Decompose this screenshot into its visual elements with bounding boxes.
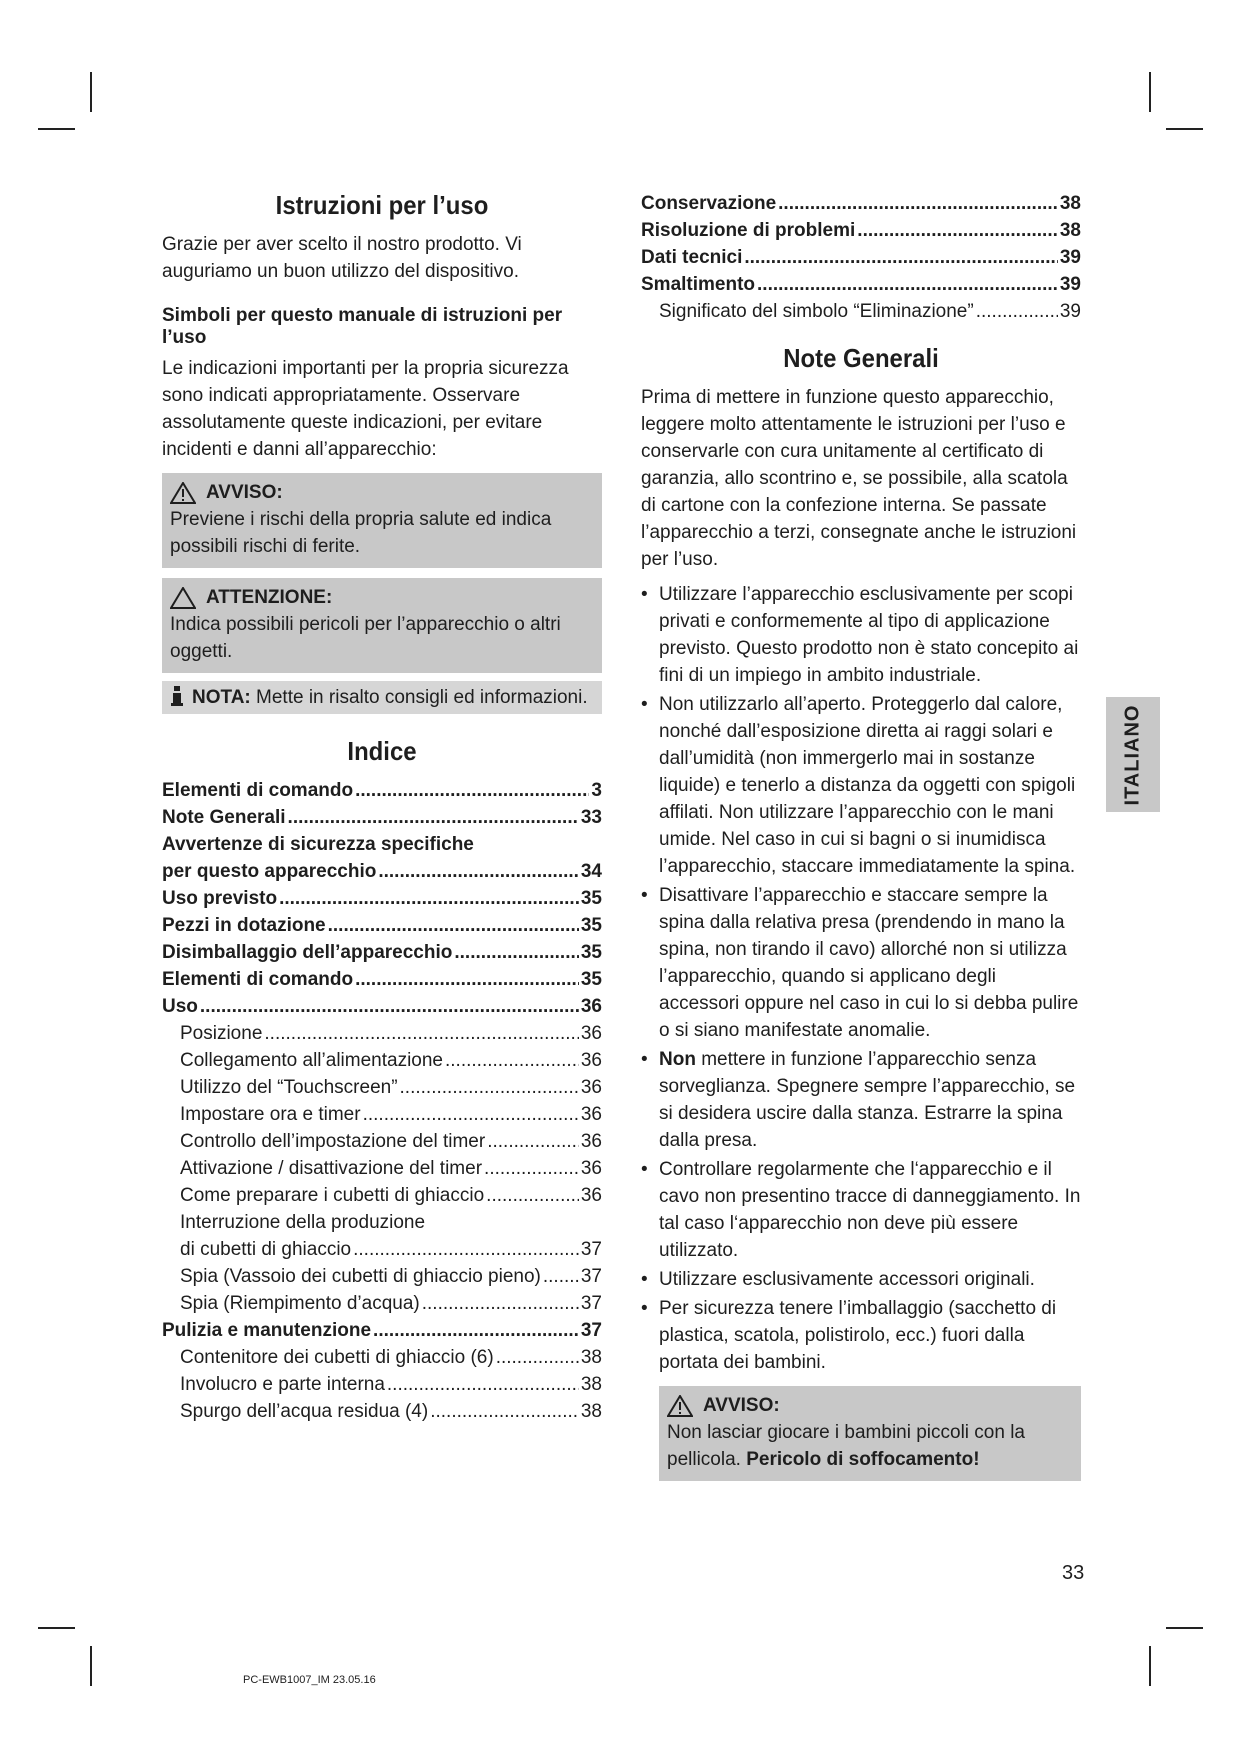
attenzione-box	[162, 578, 602, 673]
toc-entry: Spia (Riempimento d’acqua) ..... 37	[162, 1290, 602, 1317]
toc-entry: Risoluzione di problemi ..... 38	[641, 217, 1081, 244]
toc-entry: Pulizia e manutenzione ..... 37	[162, 1317, 602, 1344]
avviso-box-children	[659, 1386, 1081, 1481]
warning-triangle-icon	[170, 482, 196, 504]
crop-mark	[90, 1646, 92, 1686]
toc-entry: Pezzi in dotazione ..... 35	[162, 912, 602, 939]
avviso-label: AVVISO:	[703, 1395, 780, 1416]
toc-entry: Dati tecnici ..... 39	[641, 244, 1081, 271]
table-of-contents	[162, 777, 602, 1425]
avviso-text: Non lasciar giocare i bambini piccoli con la pellicola. Pericolo di soffocamento!	[667, 1422, 1026, 1470]
language-label: ITALIANO	[1121, 704, 1144, 805]
symbols-heading: Simboli per questo manuale di istruzioni per l’uso	[162, 305, 563, 348]
toc-entry: Collegamento all’alimentazione ..... 36	[162, 1047, 602, 1074]
avviso-text: Previene i rischi della propria salute ed indica possibili rischi di ferite.	[170, 509, 552, 557]
toc-entry: Attivazione / disattivazione del timer ..... 36	[162, 1155, 602, 1182]
page-title: Istruzioni per l’uso	[275, 190, 489, 220]
warning-triangle-icon	[667, 1395, 693, 1417]
language-tab	[1106, 697, 1160, 812]
toc-entry: Spurgo dell’acqua residua (4) ..... 38	[162, 1398, 602, 1425]
safety-list	[641, 581, 1081, 1376]
avviso-box	[162, 473, 602, 568]
toc-entry: Elementi di comando ..... 3	[162, 777, 602, 804]
crop-mark	[38, 128, 75, 130]
crop-mark	[1166, 1627, 1203, 1629]
crop-mark	[90, 72, 92, 112]
table-of-contents-continued	[641, 190, 1081, 325]
toc-entry: Contenitore dei cubetti di ghiaccio (6) ..... 38	[162, 1344, 602, 1371]
intro-text: Grazie per aver scelto il nostro prodotto. Vi auguriamo un buon utilizzo del dispositivo.	[162, 234, 522, 282]
toc-entry: Uso ..... 36	[162, 993, 602, 1020]
toc-entry: Avvertenze di sicurezza specifiche	[162, 834, 474, 855]
index-title: Indice	[347, 736, 417, 766]
toc-entry: Come preparare i cubetti di ghiaccio ..... 36	[162, 1182, 602, 1209]
list-item: • Utilizzare l’apparecchio esclusivamente per scopi privati e conformemente al tipo di applicazione previsto. Questo prodotto non è stato concepito ai fini di un impiego in ambito industriale.	[641, 581, 1081, 689]
right-column	[641, 190, 1081, 1481]
toc-entry: Conservazione ..... 38	[641, 190, 1081, 217]
toc-entry: Involucro e parte interna ..... 38	[162, 1371, 602, 1398]
toc-entry: di cubetti di ghiaccio ..... 37	[162, 1236, 602, 1263]
footer-code: PC-EWB1007_IM 23.05.16	[243, 1674, 376, 1686]
nota-box	[162, 681, 602, 714]
section-title: Note Generali	[783, 343, 939, 373]
toc-entry: Smaltimento ..... 39	[641, 271, 1081, 298]
symbols-text: Le indicazioni importanti per la propria sicurezza sono indicati appropriatamente. Osservare assolutamente queste indicazioni, per evitare incidenti e danni all’apparecchio:	[162, 358, 569, 460]
info-icon	[170, 686, 184, 706]
nota-label: NOTA:	[192, 687, 251, 708]
nota-text: Mette in risalto consigli ed informazioni.	[256, 687, 588, 708]
list-item: • Utilizzare esclusivamente accessori originali.	[641, 1266, 1081, 1293]
toc-entry: Interruzione della produzione	[180, 1212, 426, 1233]
caution-triangle-icon	[170, 587, 196, 609]
toc-entry: Utilizzo del “Touchscreen” ..... 36	[162, 1074, 602, 1101]
attenzione-text: Indica possibili pericoli per l’apparecchio o altri oggetti.	[170, 614, 561, 662]
list-item: • Non mettere in funzione l’apparecchio senza sorveglianza. Spegnere sempre l’apparecchio, se si desidera uscire dalla stanza. Estrarre la spina dalla presa.	[641, 1046, 1081, 1154]
page-number: 33	[1062, 1562, 1085, 1584]
toc-entry: Elementi di comando ..... 35	[162, 966, 602, 993]
toc-entry: Posizione ..... 36	[162, 1020, 602, 1047]
list-item: • Per sicurezza tenere l’imballaggio (sacchetto di plastica, scatola, polistirolo, ecc.) fuori dalla portata dei bambini.	[641, 1295, 1081, 1376]
list-item: • Disattivare l’apparecchio e staccare sempre la spina dalla relativa presa (prendendo in mano la spina, non tirando il cavo) allorché non si utilizza l’apparecchio, quando si applicano degli accessori oppure nel caso in cui lo si debba pulire o si siano manifestate anomalie.	[641, 882, 1081, 1044]
left-column	[162, 190, 602, 1425]
toc-entry: Impostare ora e timer ..... 36	[162, 1101, 602, 1128]
crop-mark	[1166, 128, 1203, 130]
toc-entry: per questo apparecchio ..... 34	[162, 858, 602, 885]
toc-entry: Significato del simbolo “Eliminazione” ..... 39	[641, 298, 1081, 325]
toc-entry: Controllo dell’impostazione del timer ..... 36	[162, 1128, 602, 1155]
list-item: • Non utilizzarlo all’aperto. Proteggerlo dal calore, nonché dall’esposizione diretta ai raggi solari e dall’umidità (non immergerlo mai in sostanze liquide) e tenerlo a distanza da oggetti con spigoli affilati. Non utilizzare l’apparecchio con le mani umide. Nel caso in cui si bagni o si inumidisca l’apparecchio, staccare immediatamente la spina.	[641, 691, 1081, 880]
crop-mark	[1149, 1646, 1151, 1686]
toc-entry: Spia (Vassoio dei cubetti di ghiaccio pieno) ..... 37	[162, 1263, 602, 1290]
list-item: • Controllare regolarmente che l‘apparecchio e il cavo non presentino tracce di danneggiamento. In tal caso l‘apparecchio non deve più essere utilizzato.	[641, 1156, 1081, 1264]
avviso-label: AVVISO:	[206, 482, 283, 503]
toc-entry: Disimballaggio dell’apparecchio ..... 35	[162, 939, 602, 966]
attenzione-label: ATTENZIONE:	[206, 587, 333, 608]
toc-entry: Uso previsto ..... 35	[162, 885, 602, 912]
crop-mark	[38, 1627, 75, 1629]
crop-mark	[1149, 72, 1151, 112]
toc-entry: Note Generali ..... 33	[162, 804, 602, 831]
general-intro: Prima di mettere in funzione questo apparecchio, leggere molto attentamente le istruzioni per l’uso e conservarle con cura unitamente al certificato di garanzia, allo scontrino e, se possibile, alla scatola di cartone con la confezione interna. Se passate l’apparecchio a terzi, consegnate anche le istruzioni per l’uso.	[641, 387, 1077, 570]
